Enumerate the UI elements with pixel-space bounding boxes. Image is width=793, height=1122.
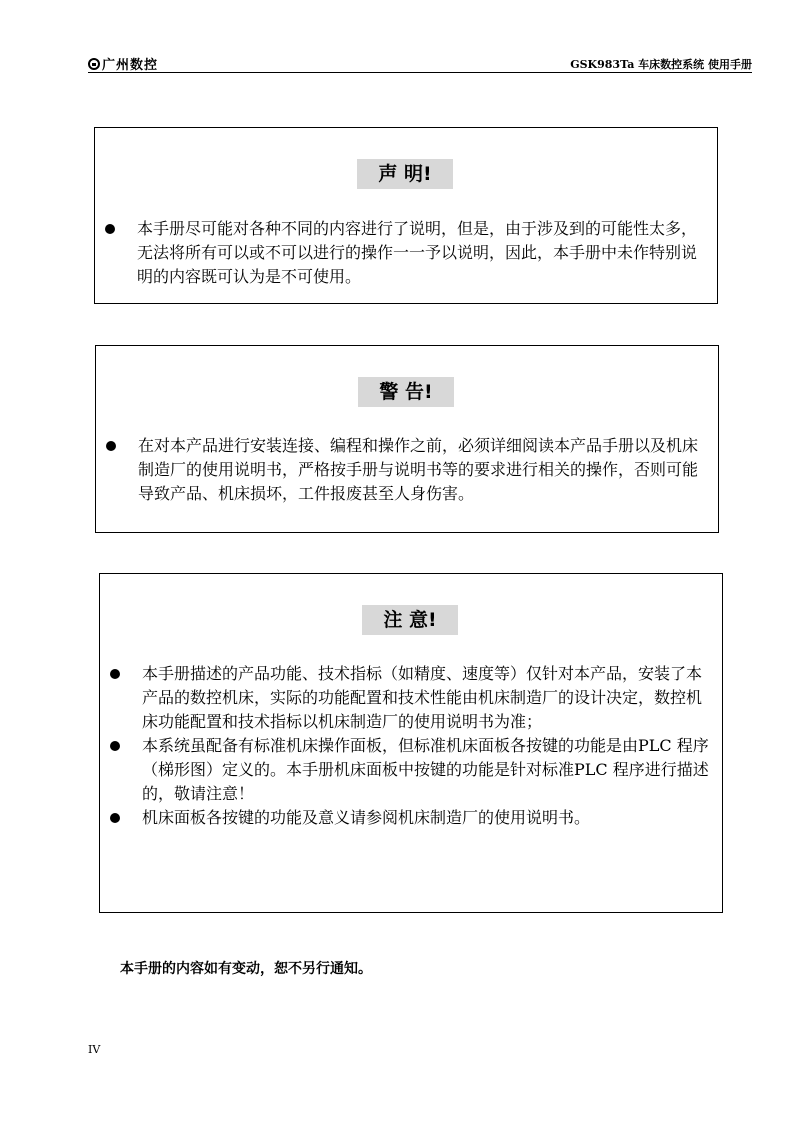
- bullet-icon: [110, 669, 120, 679]
- warning-list: [106, 434, 710, 506]
- change-notice: 本手册的内容如有变动，恕不另行通知。: [120, 961, 372, 977]
- bullet-icon: [106, 441, 116, 451]
- logo-text: 广州数控: [102, 58, 159, 73]
- declaration-list: [105, 217, 709, 289]
- page-header: [88, 52, 752, 74]
- caution-list: [110, 662, 714, 830]
- page-number: IV: [88, 1043, 101, 1056]
- list-item: 本手册描述的产品功能、技术指标（如精度、速度等）仅针对本产品，安装了本产品的数控机床，实际的功能配置和技术性能由机床制造厂的设计决定，数控机床功能配置和技术指标以机床制造厂的使用说明书为准；: [110, 662, 714, 734]
- declaration-title: 声 明!: [357, 159, 453, 189]
- list-item: 本手册尽可能对各种不同的内容进行了说明，但是，由于涉及到的可能性太多，无法将所有可以或不可以进行的操作一一予以说明，因此，本手册中未作特别说明的内容既可认为是不可使用。: [105, 217, 709, 289]
- caution-title: 注 意!: [362, 605, 458, 635]
- company-logo: [88, 54, 158, 73]
- document-title: GSK983Ta 车床数控系统 使用手册: [570, 58, 752, 71]
- list-item: 本系统虽配备有标准机床操作面板，但标准机床面板各按键的功能是由PLC 程序（梯形图）定义的。本手册机床面板中按键的功能是针对标准PLC 程序进行描述的，敬请注意！: [110, 734, 714, 806]
- logo-mark-icon: [88, 58, 100, 70]
- warning-box: [95, 345, 719, 533]
- bullet-icon: [105, 224, 115, 234]
- warning-title: 警 告!: [358, 377, 454, 407]
- caution-box: [99, 573, 723, 913]
- header-divider: [88, 72, 752, 73]
- list-item: 在对本产品进行安装连接、编程和操作之前，必须详细阅读本产品手册以及机床制造厂的使用说明书，严格按手册与说明书等的要求进行相关的操作，否则可能导致产品、机床损坏，工件报废甚至人身伤害。: [106, 434, 710, 506]
- list-item: 机床面板各按键的功能及意义请参阅机床制造厂的使用说明书。: [110, 806, 714, 830]
- bullet-icon: [110, 813, 120, 823]
- declaration-box: [94, 127, 718, 304]
- bullet-icon: [110, 741, 120, 751]
